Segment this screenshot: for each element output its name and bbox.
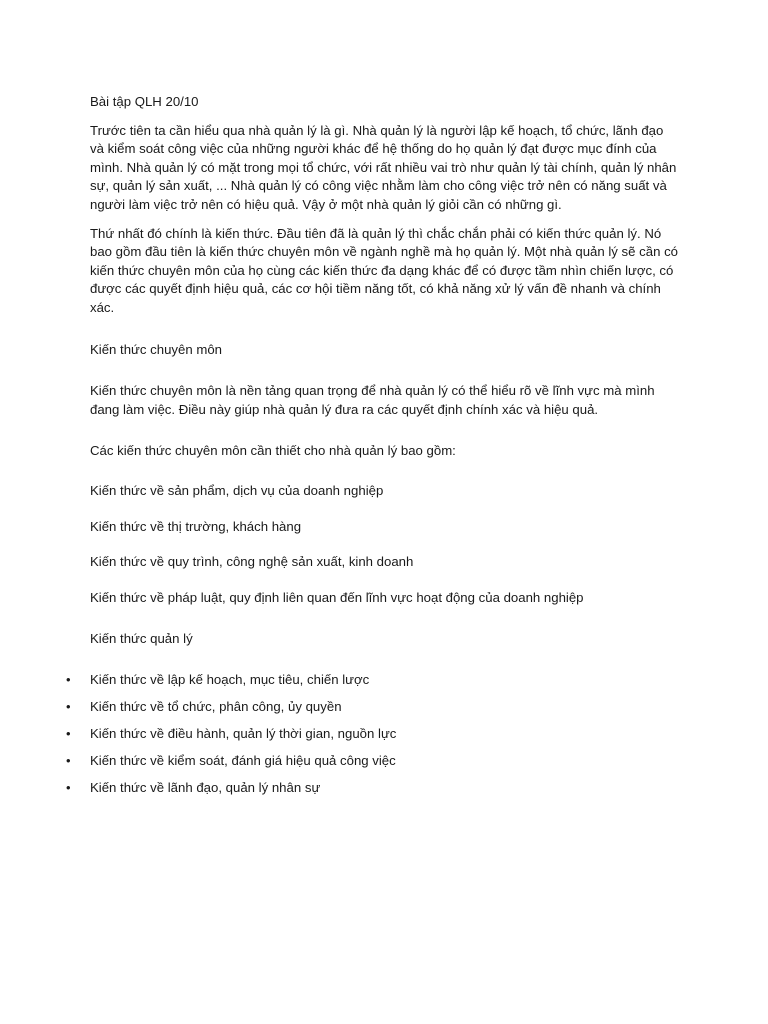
specialized-list-intro: Các kiến thức chuyên môn cần thiết cho nhà quản lý bao gồm: <box>90 443 456 459</box>
document-title: Bài tập QLH 20/10 <box>90 94 199 109</box>
bullet-list-item <box>66 671 680 690</box>
paragraph-specialized: Kiến thức chuyên môn là nền tảng quan trọng để nhà quản lý có thể hiểu rõ về lĩnh vực mà mình đang làm việc. Điều này giúp nhà quản lý đưa ra các quyết định chính xác và hiệu quả. <box>90 383 655 417</box>
bullet-icon: • <box>66 698 71 714</box>
bullet-item-text: Kiến thức về kiểm soát, đánh giá hiệu quả công việc <box>90 753 396 769</box>
bullet-icon: • <box>66 753 71 769</box>
paragraph-knowledge: Thứ nhất đó chính là kiến thức. Đầu tiên đã là quản lý thì chắc chắn phải có kiến thức quản lý. Nó bao gồm đầu tiên là kiến thức chuyên môn về ngành nghề mà họ quản lý. Một nhà quản lý sẽ cần có kiến thức chuyên môn của họ cùng các kiến thức đa dạng khác để có được tầm nhìn chiến lược, có được các quyết định hiệu quả, các cơ hội tiềm năng tốt, có khả năng xử lý vấn đề nhanh và chính xác. <box>90 225 678 315</box>
bullet-icon: • <box>66 780 71 796</box>
bullet-list-item <box>66 698 680 717</box>
document-body <box>66 93 680 806</box>
bullet-list-item <box>66 752 680 771</box>
specialized-item: Kiến thức về quy trình, công nghệ sản xuất, kinh doanh <box>90 554 414 570</box>
specialized-item: Kiến thức về sản phẩm, dịch vụ của doanh nghiệp <box>90 482 384 498</box>
heading-specialized-knowledge: Kiến thức chuyên môn <box>90 341 222 357</box>
bullet-item-text: Kiến thức về tổ chức, phân công, ủy quyền <box>90 698 342 714</box>
management-bullet-list <box>66 671 680 798</box>
specialized-items <box>90 482 680 607</box>
paragraph-intro: Trước tiên ta cần hiểu qua nhà quản lý là gì. Nhà quản lý là người lập kế hoạch, tổ chức, lãnh đạo và kiểm soát công việc của những người khác để hệ thống do họ quản lý đạt được mục đính của mình. Nhà quản lý có mặt trong mọi tổ chức, với rất nhiều vai trò như quản lý tài chính, quản lý nhân sự, quản lý sản xuất, ... Nhà quản lý có công việc nhằm làm cho công việc trở nên có năng suất và người làm việc trở nên có hiệu quả. Vậy ở một nhà quản lý giỏi cần có những gì. <box>90 122 677 212</box>
heading-management-knowledge: Kiến thức quản lý <box>90 631 193 647</box>
specialized-item: Kiến thức về pháp luật, quy định liên quan đến lĩnh vực hoạt động của doanh nghiệp <box>90 589 584 605</box>
specialized-item: Kiến thức về thị trường, khách hàng <box>90 518 302 534</box>
bullet-icon: • <box>66 726 71 742</box>
bullet-list-item <box>66 779 680 798</box>
bullet-list-item <box>66 725 680 744</box>
bullet-item-text: Kiến thức về lập kế hoạch, mục tiêu, chiến lược <box>90 671 370 687</box>
bullet-icon: • <box>66 671 71 687</box>
bullet-item-text: Kiến thức về điều hành, quản lý thời gian, nguồn lực <box>90 726 397 742</box>
bullet-item-text: Kiến thức về lãnh đạo, quản lý nhân sự <box>90 780 321 796</box>
